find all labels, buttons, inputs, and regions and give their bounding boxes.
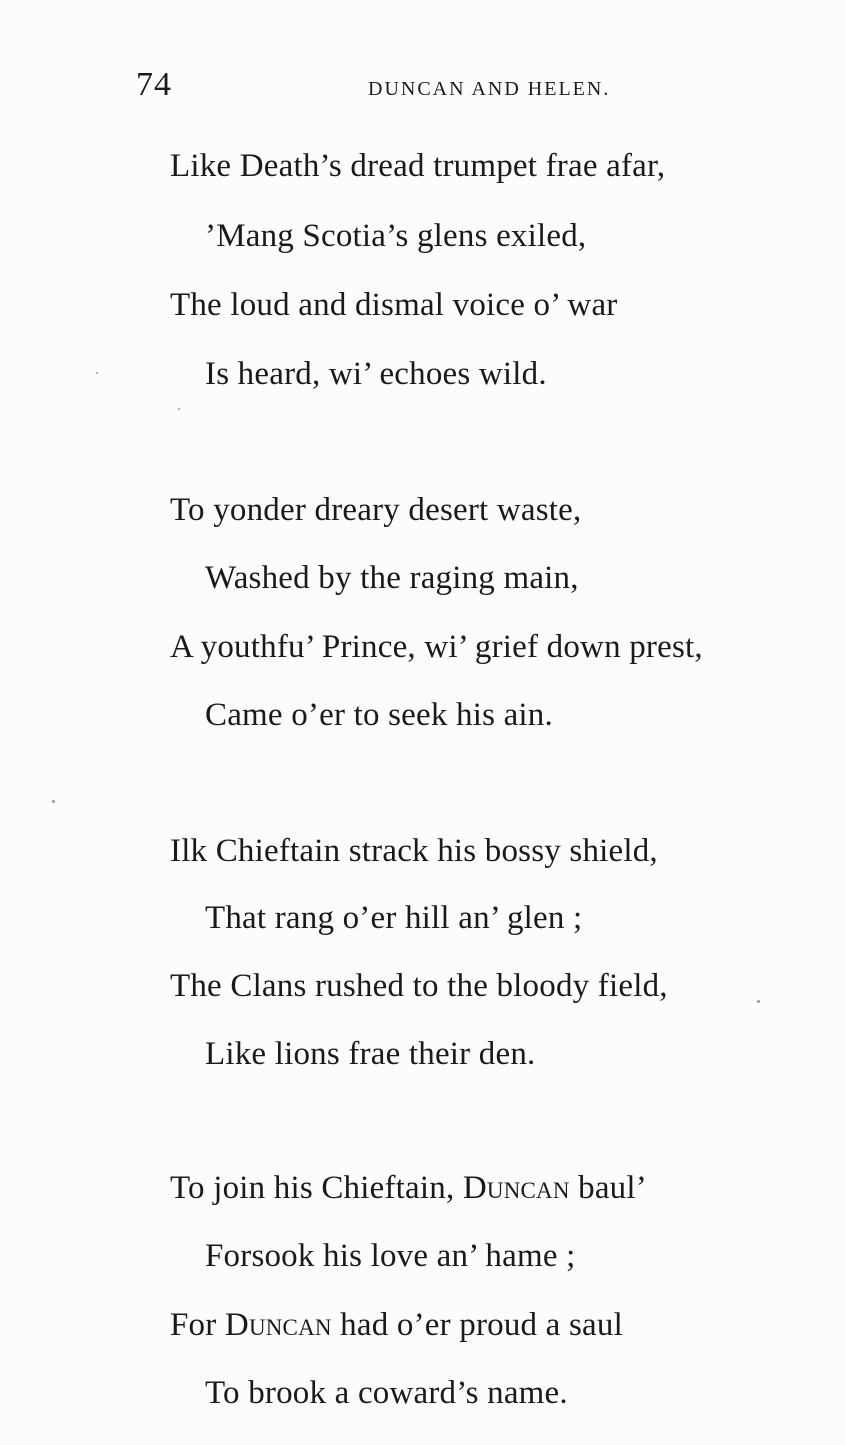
stanza-4-line-1-part-b: baul’ (569, 1170, 647, 1206)
stanza-4-line-1-part-a: To join his Chieftain, (170, 1170, 463, 1206)
stanza-4-line-2: Forsook his love an’ hame ; (205, 1238, 576, 1274)
stanza-1-line-4: Is heard, wi’ echoes wild. (205, 356, 547, 392)
stanza-4-line-4: To brook a coward’s name. (205, 1375, 568, 1411)
stanza-3-line-2: That rang o’er hill an’ glen ; (205, 900, 583, 936)
stanza-1-line-1: Like Death’s dread trumpet frae afar, (170, 148, 666, 184)
scan-speck (52, 800, 55, 803)
stanza-4-line-1 (170, 1170, 647, 1207)
scan-speck (757, 1000, 760, 1003)
stanza-4-line-3-part-b: had o’er proud a saul (331, 1307, 623, 1343)
stanza-4-line-3-part-a: For (170, 1307, 225, 1343)
stanza-2-line-2: Washed by the raging main, (205, 560, 579, 596)
page-header (0, 62, 845, 102)
stanza-3-line-3: The Clans rushed to the bloody field, (170, 968, 668, 1004)
name-duncan: Duncan (462, 1170, 570, 1206)
stanza-2-line-1: To yonder dreary desert waste, (170, 492, 582, 528)
stanza-1-line-3: The loud and dismal voice o’ war (170, 287, 618, 323)
stanza-4-line-3 (170, 1307, 623, 1344)
stanza-3-line-1: Ilk Chieftain strack his bossy shield, (170, 833, 658, 869)
running-title: DUNCAN AND HELEN. (368, 78, 611, 100)
page-number: 74 (136, 66, 172, 103)
stanza-2-line-3: A youthfu’ Prince, wi’ grief down prest, (170, 629, 703, 665)
scan-speck (178, 408, 180, 410)
stanza-2-line-4: Came o’er to seek his ain. (205, 697, 553, 733)
stanza-3-line-4: Like lions frae their den. (205, 1036, 536, 1072)
name-duncan: Duncan (224, 1307, 332, 1343)
scan-speck (96, 372, 98, 374)
stanza-1-line-2: ’Mang Scotia’s glens exiled, (205, 218, 587, 254)
